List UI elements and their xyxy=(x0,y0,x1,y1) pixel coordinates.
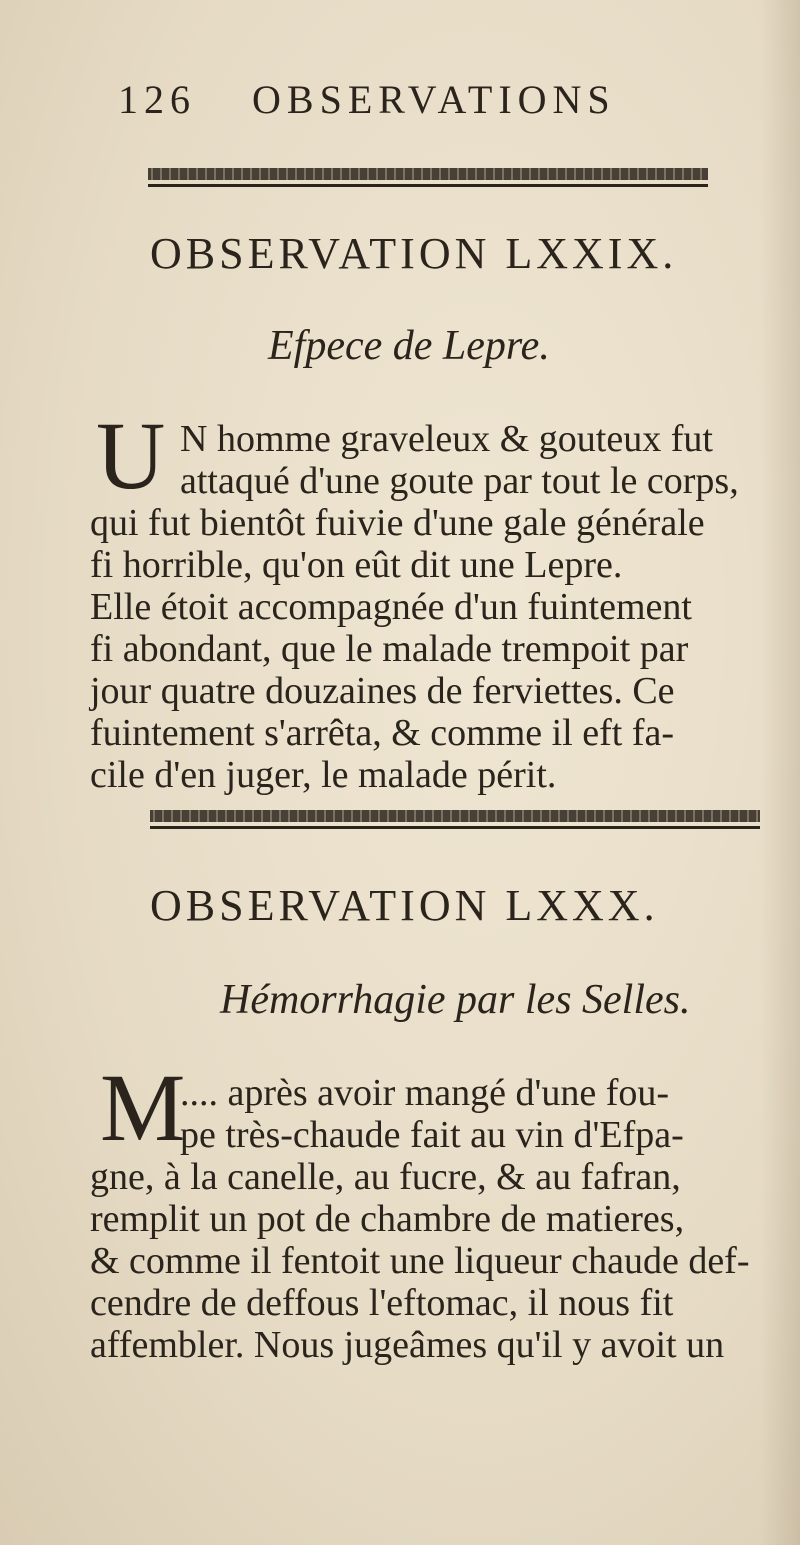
page-number: 126 xyxy=(118,77,196,122)
observation-80-text xyxy=(90,1072,750,1366)
ornament-band xyxy=(148,168,708,180)
text-line: jour quatre douzaines de ferviettes. Ce xyxy=(90,670,675,712)
ornament-line xyxy=(150,826,760,829)
page-edge-shadow xyxy=(760,0,800,1545)
observation-79-dropcap: U xyxy=(96,402,166,509)
observation-80-dropcap: M xyxy=(100,1054,186,1161)
text-line: pe très-chaude fait au vin d'Efpa- xyxy=(180,1114,684,1156)
text-line: remplit un pot de chambre de matieres, xyxy=(90,1198,685,1240)
text-line: N homme graveleux & gouteux fut xyxy=(180,418,713,460)
observation-79-title: OBSERVATION LXXIX. xyxy=(150,229,678,278)
text-line: cile d'en juger, le malade périt. xyxy=(90,754,557,796)
text-line: fi horrible, qu'on eût dit une Lepre. xyxy=(90,544,623,586)
text-line: qui fut bientôt fuivie d'une gale générale xyxy=(90,502,705,544)
observation-79-subtitle: Efpece de Lepre. xyxy=(268,323,550,369)
text-line: gne, à la canelle, au fucre, & au fafran, xyxy=(90,1156,681,1198)
text-line: attaqué d'une goute par tout le corps, xyxy=(180,460,739,502)
text-line: fuintement s'arrêta, & comme il eft fa- xyxy=(90,712,674,754)
running-head xyxy=(118,76,678,123)
observation-80-title: OBSERVATION LXXX. xyxy=(150,881,659,930)
text-line: & comme il fentoit une liqueur chaude def- xyxy=(90,1240,750,1282)
text-line: affembler. Nous jugeâmes qu'il y avoit un xyxy=(90,1324,725,1366)
running-head-title: OBSERVATIONS xyxy=(252,77,616,122)
text-line: Elle étoit accompagnée d'un fuintement xyxy=(90,586,692,628)
ornament-band xyxy=(150,810,760,822)
text-line: .... après avoir mangé d'une fou- xyxy=(180,1072,670,1114)
observation-80-subtitle: Hémorrhagie par les Selles. xyxy=(220,977,691,1023)
ornament-line xyxy=(148,184,708,187)
ornament-rule-2 xyxy=(150,810,760,832)
observation-79-text xyxy=(90,418,750,796)
text-line: fi abondant, que le malade trempoit par xyxy=(90,628,689,670)
ornament-rule-1 xyxy=(148,168,708,190)
text-line: cendre de deffous l'eftomac, il nous fit xyxy=(90,1282,674,1324)
